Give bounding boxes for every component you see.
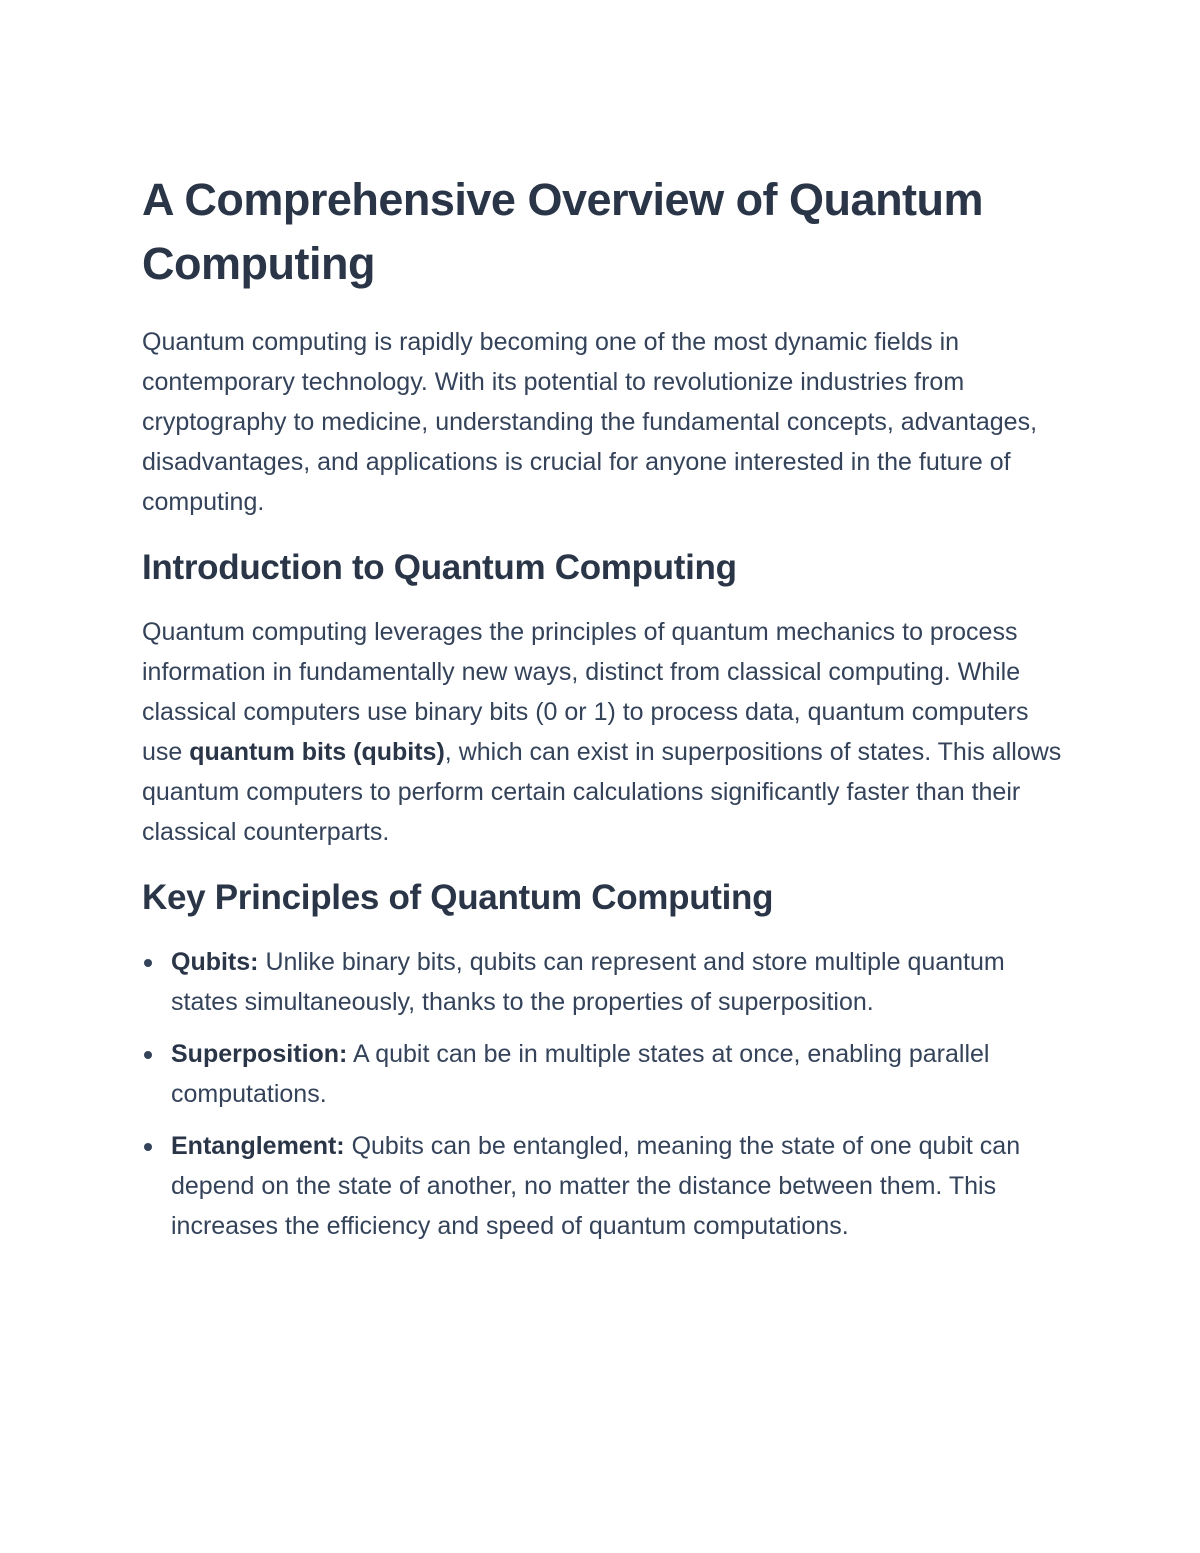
principles-list (142, 942, 1072, 1246)
list-item (142, 1034, 1072, 1114)
list-item-term: Entanglement: (171, 1132, 345, 1160)
list-item-text: Unlike binary bits, qubits can represent and store multiple quantum states simultaneously, thanks to the properties of superposition. (171, 948, 1005, 1016)
list-item-term: Qubits: (171, 948, 259, 976)
paragraph-text: , which can exist in superpositions of states. This allows quantum computers to perform certain calculations significantly faster than their classical counterparts. (142, 738, 1062, 846)
intro-paragraph: Quantum computing is rapidly becoming one of the most dynamic fields in contemporary technology. With its potential to revolutionize industries from cryptography to medicine, understanding the fundamental concepts, advantages, disadvantages, and applications is crucial for anyone interested in the future of computing. (142, 328, 1038, 516)
paragraph-bold-term: quantum bits (qubits) (189, 738, 445, 766)
bullet-icon (144, 1143, 152, 1151)
bullet-icon (144, 1051, 152, 1059)
list-item (142, 942, 1072, 1022)
document-title: A Comprehensive Overview of Quantum Computing (142, 174, 984, 289)
list-item-text: A qubit can be in multiple states at once, enabling parallel computations. (171, 1040, 990, 1108)
document-page (142, 168, 1072, 1258)
section-heading-key-principles: Key Principles of Quantum Computing (142, 878, 774, 917)
list-item (142, 1126, 1072, 1246)
paragraph-text: Quantum computing leverages the principles of quantum mechanics to process information in fundamentally new ways, distinct from classical computing. While classical computers use binary bits (0 or 1) to process data, quantum computers use (142, 618, 1029, 766)
list-item-term: Superposition: (171, 1040, 348, 1068)
bullet-icon (144, 959, 152, 967)
section-heading-introduction: Introduction to Quantum Computing (142, 548, 737, 587)
list-item-text: Qubits can be entangled, meaning the state of one qubit can depend on the state of another, no matter the distance between them. This increases the efficiency and speed of quantum computations. (171, 1132, 1021, 1240)
introduction-paragraph (142, 612, 1072, 852)
